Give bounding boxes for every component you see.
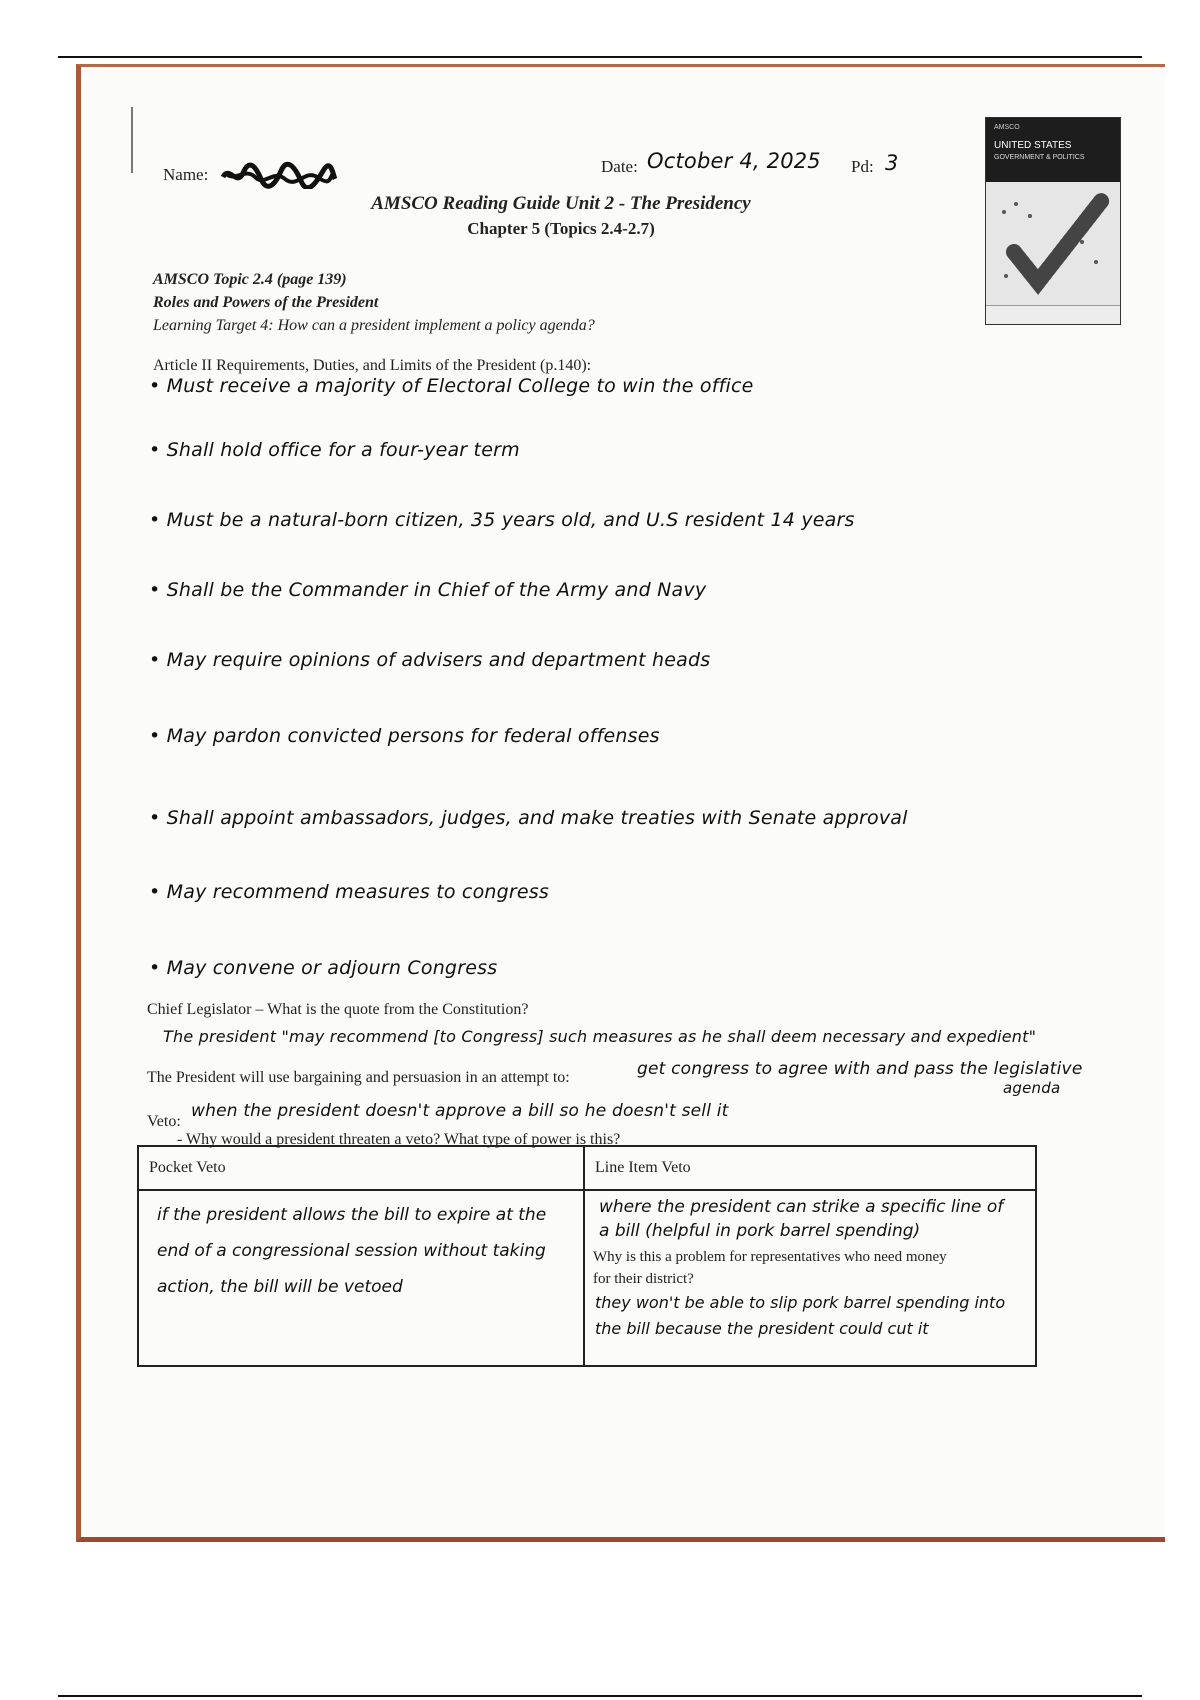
bullet-item: • Must receive a majority of Electoral College to win the office bbox=[149, 375, 754, 397]
line-item-question-cont: for their district? bbox=[593, 1271, 694, 1287]
bullet-item: • Shall be the Commander in Chief of the Army and Navy bbox=[149, 579, 707, 601]
line-item-veto-line: where the president can strike a specific line of bbox=[599, 1197, 1004, 1217]
pocket-veto-line: if the president allows the bill to expire at the bbox=[157, 1205, 547, 1225]
bottom-rule bbox=[58, 1695, 1142, 1697]
worksheet-page bbox=[76, 64, 1165, 1542]
persuasion-answer: get congress to agree with and pass the legislative bbox=[637, 1059, 1083, 1079]
topic-heading: AMSCO Topic 2.4 (page 139) bbox=[153, 271, 347, 288]
veto-question: - Why would a president threaten a veto? What type of power is this? bbox=[177, 1131, 621, 1148]
cover-title: UNITED STATES bbox=[994, 140, 1072, 151]
name-label: Name: bbox=[163, 165, 209, 184]
chief-legislator-question: Chief Legislator – What is the quote from the Constitution? bbox=[147, 1001, 529, 1018]
page-subtitle: Chapter 5 (Topics 2.4-2.7) bbox=[467, 219, 655, 238]
period-label: Pd: bbox=[851, 157, 874, 176]
line-item-question: Why is this a problem for representatives who need money bbox=[593, 1249, 947, 1265]
pocket-veto-answer-cell bbox=[138, 1190, 584, 1366]
veto-label: Veto: bbox=[147, 1113, 181, 1130]
bullet-item: • Shall hold office for a four-year term bbox=[149, 439, 520, 461]
cover-subtitle: GOVERNMENT & POLITICS bbox=[994, 154, 1085, 161]
bullet-item: • May pardon convicted persons for federal offenses bbox=[149, 725, 660, 747]
persuasion-answer-cont: agenda bbox=[1003, 1079, 1061, 1097]
date-value: October 4, 2025 bbox=[647, 149, 821, 173]
bullet-item: • May recommend measures to congress bbox=[149, 881, 549, 903]
article-heading: Article II Requirements, Duties, and Limits of the President (p.140): bbox=[153, 357, 592, 374]
page-crease bbox=[131, 107, 133, 173]
cover-footer bbox=[986, 305, 1120, 324]
top-rule bbox=[58, 56, 1142, 58]
pocket-veto-header-cell bbox=[138, 1146, 584, 1190]
page-title: AMSCO Reading Guide Unit 2 - The Presidency bbox=[371, 193, 751, 214]
name-redaction-scribble bbox=[219, 161, 337, 189]
persuasion-prompt: The President will use bargaining and persuasion in an attempt to: bbox=[147, 1069, 570, 1086]
cover-publisher: AMSCO bbox=[994, 124, 1020, 131]
pocket-veto-line: end of a congressional session without taking bbox=[157, 1241, 546, 1261]
pocket-veto-header: Pocket Veto bbox=[149, 1159, 226, 1176]
line-item-answer: the bill because the president could cut it bbox=[595, 1319, 929, 1338]
roles-heading: Roles and Powers of the President bbox=[153, 294, 379, 311]
veto-answer: when the president doesn't approve a bill so he doesn't sell it bbox=[191, 1101, 729, 1121]
line-item-veto-header: Line Item Veto bbox=[595, 1159, 691, 1176]
chief-legislator-answer: The president "may recommend [to Congress] such measures as he shall deem necessary and expedient" bbox=[163, 1027, 1037, 1046]
line-item-veto-line: a bill (helpful in pork barrel spending) bbox=[599, 1221, 921, 1241]
pocket-veto-line: action, the bill will be vetoed bbox=[157, 1277, 403, 1297]
date-label: Date: bbox=[601, 157, 638, 176]
veto-types-table bbox=[137, 1145, 1037, 1367]
line-item-veto-header-cell bbox=[584, 1146, 1036, 1190]
bullet-item: • May convene or adjourn Congress bbox=[149, 957, 498, 979]
line-item-veto-answer-cell bbox=[584, 1190, 1036, 1366]
learning-target: Learning Target 4: How can a president implement a policy agenda? bbox=[153, 317, 595, 334]
bullet-item: • May require opinions of advisers and department heads bbox=[149, 649, 711, 671]
bullet-item: • Shall appoint ambassadors, judges, and make treaties with Senate approval bbox=[149, 807, 908, 829]
line-item-answer: they won't be able to slip pork barrel spending into bbox=[595, 1293, 1006, 1312]
bullet-item: • Must be a natural-born citizen, 35 years old, and U.S resident 14 years bbox=[149, 509, 855, 531]
period-value: 3 bbox=[885, 151, 899, 175]
